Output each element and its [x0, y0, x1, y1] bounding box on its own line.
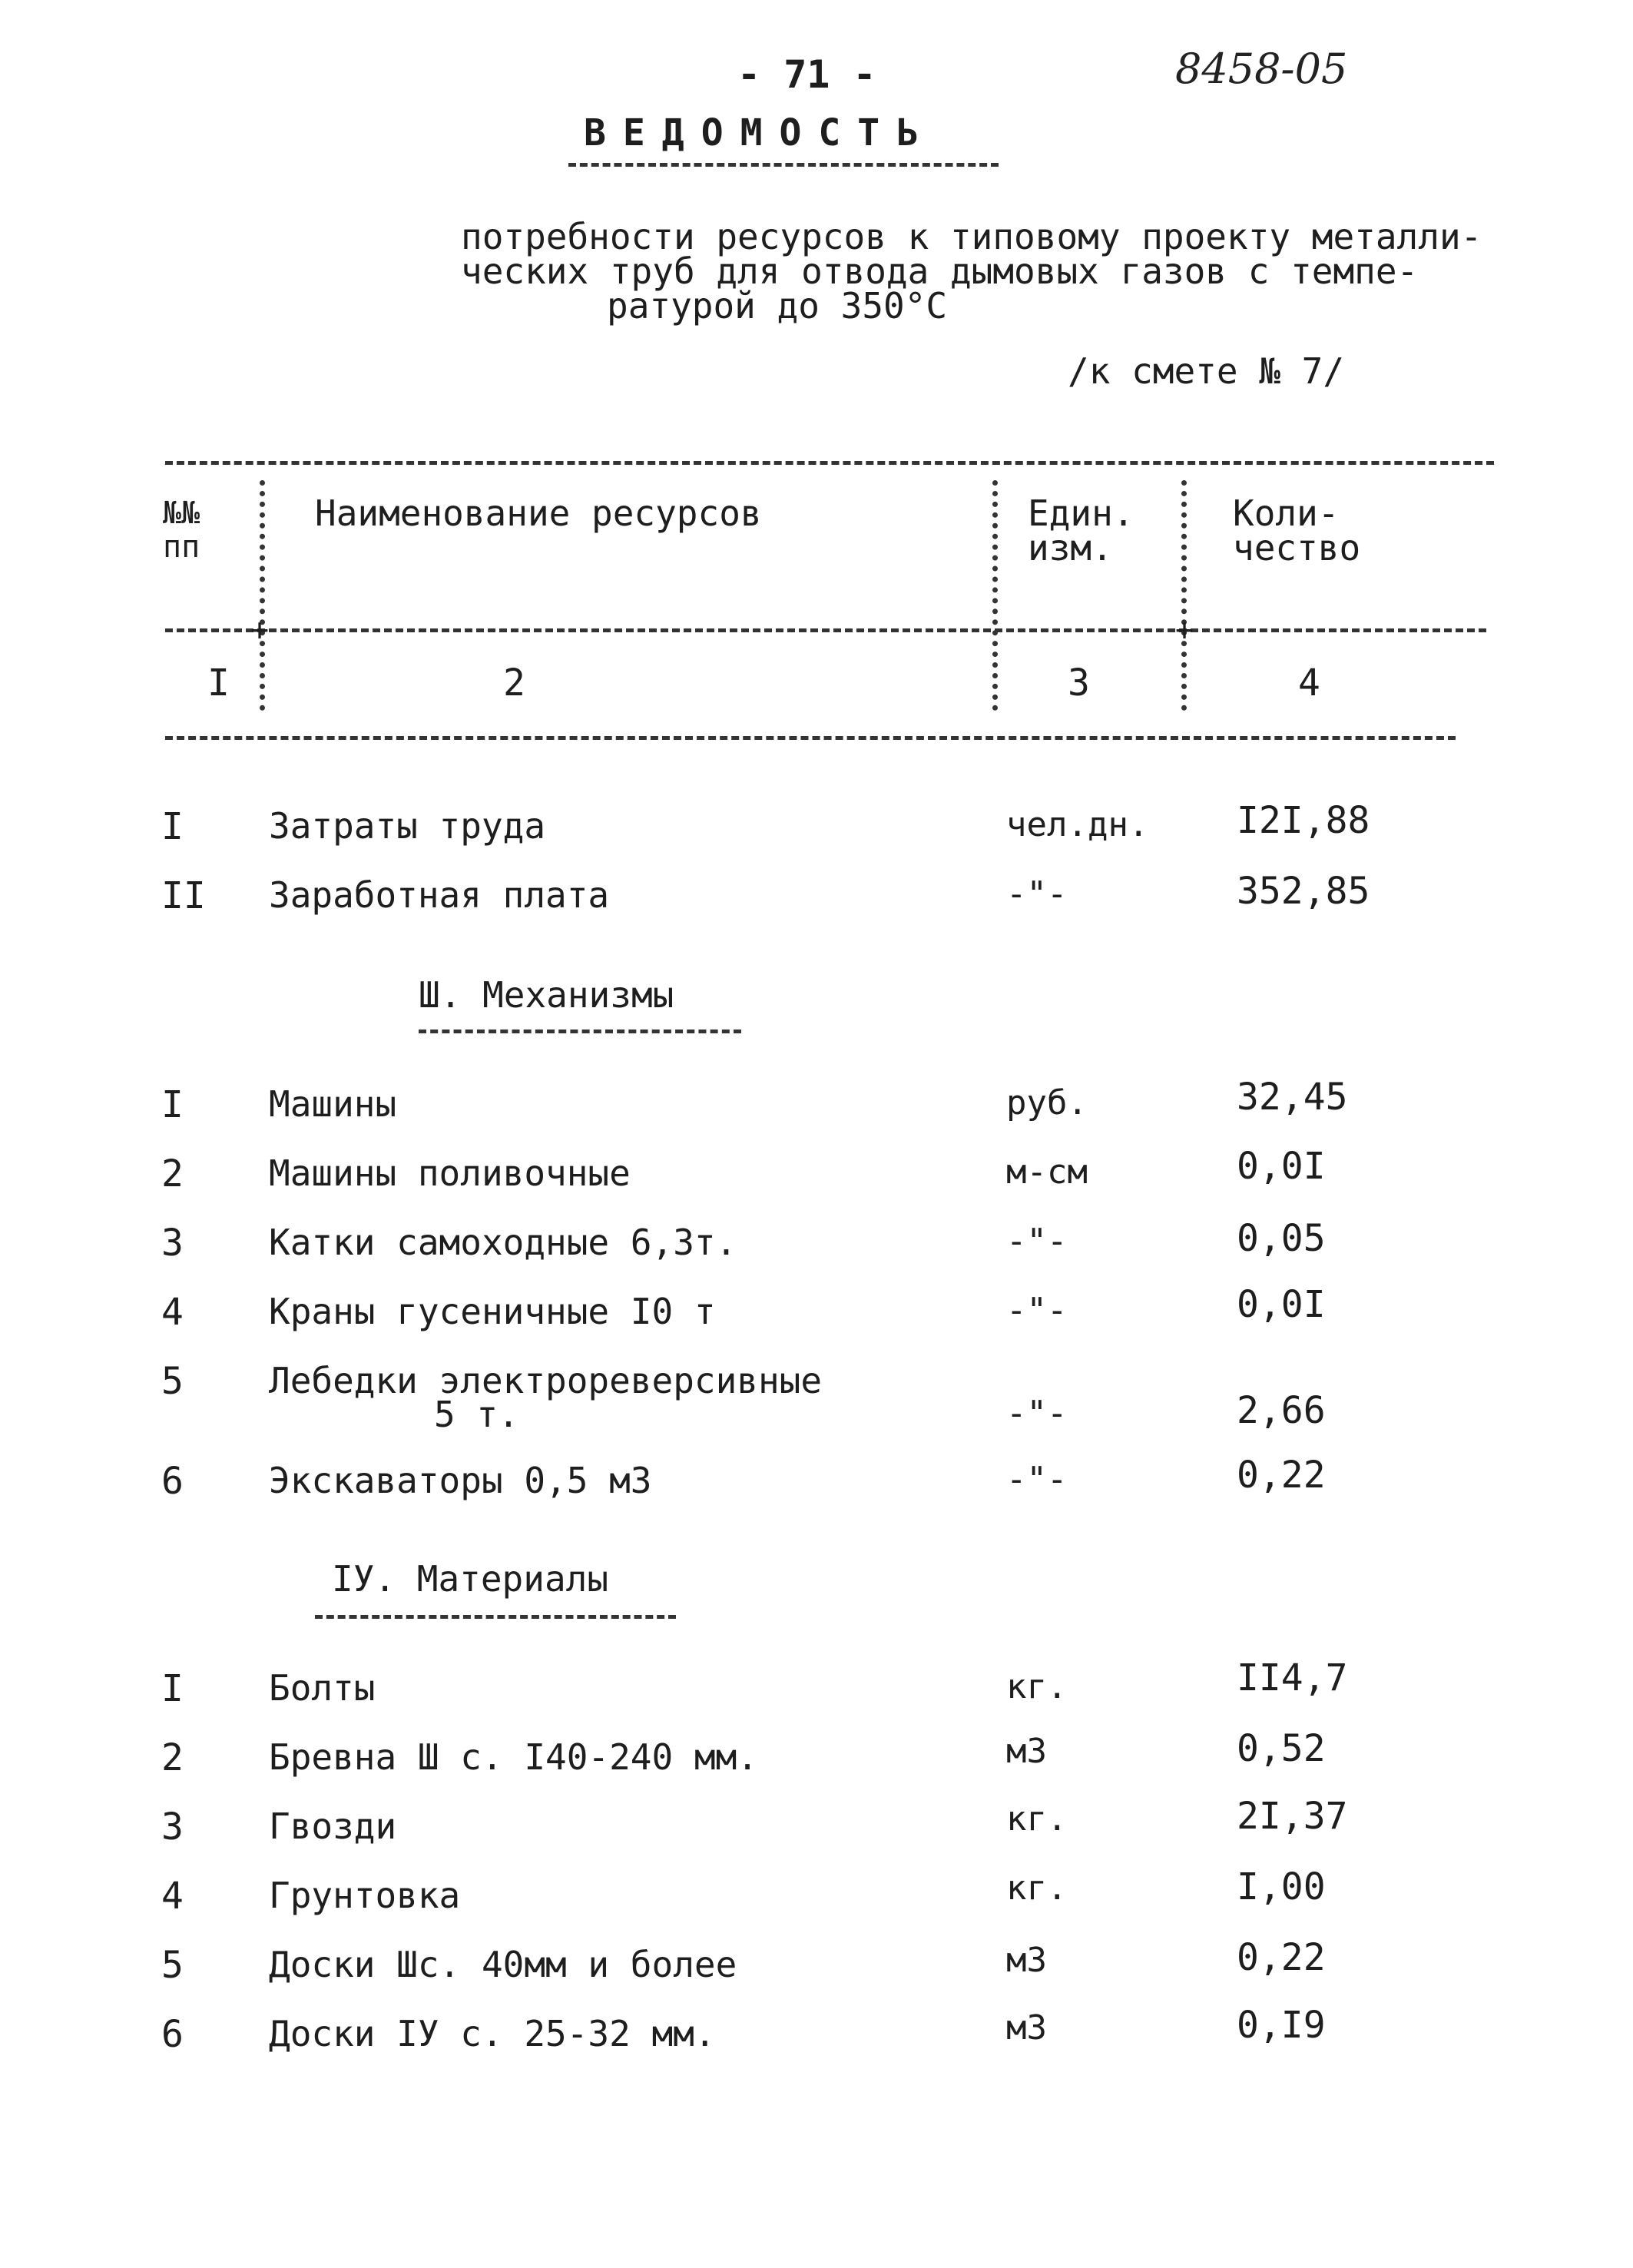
subtitle-line-3: ратурой до 350°С [607, 285, 948, 327]
row-unit: -"- [1006, 1394, 1068, 1433]
row-number: 3 [161, 1222, 184, 1265]
column-divider-1 [260, 480, 265, 711]
table-row [0, 1076, 1633, 1137]
row-unit: руб. [1006, 1083, 1088, 1122]
document-title: ВЕДОМОСТЬ [584, 111, 936, 154]
row-name: Машины [269, 1083, 397, 1125]
row-quantity: 0,0I [1237, 1145, 1326, 1188]
section-materials-underline [315, 1615, 676, 1619]
table-row [0, 1217, 1633, 1275]
row-quantity: 0,0I [1237, 1283, 1326, 1326]
row-name: Доски Шс. 40мм и более [269, 1944, 737, 1985]
row-number: 4 [161, 1875, 184, 1918]
row-quantity: 0,05 [1237, 1217, 1326, 1260]
table-header-bottom-border [165, 736, 1456, 740]
table-row [0, 1936, 1633, 1998]
table-row [0, 1454, 1633, 1514]
table-row [0, 1795, 1633, 1859]
table-row [0, 870, 1633, 928]
row-name: Заработная плата [269, 874, 610, 916]
row-number: I [161, 1083, 184, 1126]
row-name: Машины поливочные [269, 1152, 631, 1194]
table-row [0, 1283, 1633, 1345]
row-number: 2 [161, 1736, 184, 1779]
row-name: Бревна Ш с. I40-240 мм. [269, 1736, 758, 1778]
estimate-reference: /к смете № 7/ [1068, 350, 1345, 392]
section-materials-title: IУ. Материалы [332, 1558, 609, 1600]
row-quantity: I,00 [1237, 1865, 1326, 1908]
table-top-border [165, 461, 1494, 465]
table-row [0, 1145, 1633, 1206]
row-number: I [161, 1667, 184, 1710]
row-name: Катки самоходные 6,3т. [269, 1222, 737, 1263]
row-unit: -"- [1006, 874, 1068, 914]
row-name: Грунтовка [269, 1875, 461, 1916]
header-cross-2: + [1175, 612, 1194, 648]
row-unit: кг. [1006, 1868, 1068, 1908]
row-quantity: 0,I9 [1237, 2004, 1326, 2047]
subtitle-line-2: ческих труб для отвода дымовых газов с темпе- [461, 250, 1419, 292]
row-number: I [161, 805, 184, 848]
row-number: 3 [161, 1805, 184, 1849]
row-number: 5 [161, 1944, 184, 1987]
row-unit: кг. [1006, 1667, 1068, 1706]
row-quantity: 352,85 [1237, 870, 1370, 913]
header-col4-line2: чество [1233, 527, 1361, 569]
title-underline [568, 163, 999, 167]
row-name: Болты [269, 1667, 376, 1709]
row-number: 5 [161, 1360, 184, 1403]
header-col3-line2: изм. [1028, 527, 1113, 569]
header-number-2: 2 [503, 662, 525, 705]
table-row [0, 1656, 1633, 1721]
header-number-3: 3 [1068, 662, 1090, 705]
row-name: Гвозди [269, 1805, 397, 1847]
column-divider-2 [992, 480, 998, 711]
row-unit: -"- [1006, 1222, 1068, 1261]
header-col4-line1: Коли- [1233, 492, 1340, 534]
row-name: Краны гусеничные I0 т [269, 1291, 716, 1332]
header-cross-1: + [250, 612, 270, 648]
row-number: 2 [161, 1152, 184, 1195]
row-unit: м3 [1006, 2008, 1047, 2048]
row-quantity: 2,66 [1237, 1389, 1326, 1432]
table-row [0, 1360, 1633, 1444]
row-number: II [161, 874, 206, 917]
row-quantity: 0,22 [1237, 1454, 1326, 1497]
subtitle-line-1: потребности ресурсов к типовому проекту металли- [461, 216, 1482, 257]
row-quantity: I2I,88 [1237, 799, 1370, 842]
table-row [0, 2004, 1633, 2067]
row-unit: м3 [1006, 1941, 1047, 1980]
row-number: 6 [161, 1460, 184, 1503]
row-quantity: 0,52 [1237, 1727, 1326, 1770]
table-row [0, 1727, 1633, 1790]
row-quantity: II4,7 [1237, 1656, 1348, 1699]
row-name: Доски IУ с. 25-32 мм. [269, 2013, 716, 2054]
header-col1-line2: пп [163, 529, 200, 565]
header-col3-line1: Един. [1028, 492, 1134, 534]
row-unit: м3 [1006, 1732, 1047, 1771]
row-name: Лебедки электрореверсивные [269, 1360, 823, 1401]
header-number-4: 4 [1298, 662, 1320, 705]
header-number-1: I [207, 662, 230, 705]
row-number: 4 [161, 1291, 184, 1334]
row-name-continued: 5 т. [434, 1394, 519, 1435]
header-col2: Наименование ресурсов [315, 492, 762, 534]
section-mechanisms-underline [419, 1030, 741, 1033]
row-quantity: 0,22 [1237, 1936, 1326, 1979]
row-unit: кг. [1006, 1799, 1068, 1839]
row-unit: -"- [1006, 1460, 1068, 1499]
row-quantity: 2I,37 [1237, 1795, 1348, 1838]
row-name: Затраты труда [269, 805, 546, 847]
column-divider-3 [1181, 480, 1187, 711]
row-unit: чел.дн. [1006, 805, 1149, 844]
row-unit: м-см [1006, 1152, 1088, 1192]
table-row [0, 799, 1633, 859]
page-number: - 71 - [737, 52, 876, 97]
row-number: 6 [161, 2013, 184, 2056]
table-row [0, 1865, 1633, 1928]
row-quantity: 32,45 [1237, 1076, 1348, 1119]
row-unit: -"- [1006, 1291, 1068, 1330]
row-name: Экскаваторы 0,5 м3 [269, 1460, 652, 1501]
section-mechanisms-title: Ш. Механизмы [419, 974, 674, 1016]
header-col1-line1: №№ [163, 496, 200, 531]
header-separator [165, 628, 1486, 632]
document-code: 8458-05 [1175, 45, 1348, 93]
